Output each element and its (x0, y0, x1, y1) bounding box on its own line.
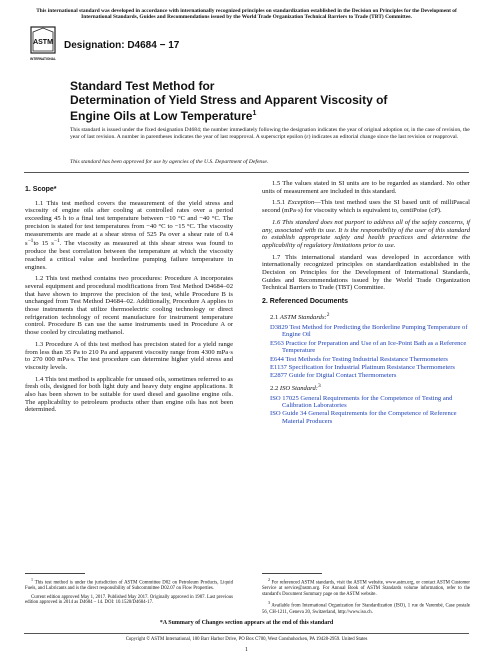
reference-code-link[interactable]: ISO 17025 (270, 394, 299, 402)
title-line-3 (70, 107, 430, 124)
footnote-1a: $^1$ This test method is under the jurisdiction of ASTM Committee D02 on Petroleum Products, Liquid Fuels, and Lubricants and is the direct responsibility of Subcommittee D02.07 on Flow Properties. (25, 577, 233, 592)
title-footnote-mark: 1 (252, 110, 257, 117)
astm-logo (30, 26, 56, 62)
standard-issuance-note: This standard is issued under the fixed designation D4684; the number immediately following the designation indicates the year of original adoption or, in the case of revision, the year of last revision. A number in parentheses indicates the year of last reapproval. A superscript epsilon (ε) indicates an editorial change since the last revision or reapproval. (70, 127, 470, 140)
paragraph-1-5-1: 1.5.1 Exception—This test method uses the SI based unit of milliPascal second (mPa·s) for viscosity which is equivalent to, centiPoise (cP). (262, 199, 470, 215)
paragraph-1-3: 1.3 Procedure A of this test method has precision stated for a yield range from less than 35 Pa to 210 Pa and apparent viscosity range from 4300 mPa·s to 270 000 mPa·s. The test procedure can determine higher yield stress and viscosity levels. (25, 340, 233, 371)
copyright-line: Copyright © ASTM International, 100 Barr Harbor Drive, PO Box C700, West Conshohocken, PA 19428-2959. United States (125, 637, 368, 642)
astm-standards-label: 2.1 ASTM Standards:$^2$ (270, 311, 330, 322)
reference-title-link[interactable]: Test Methods for Testing Industrial Resistance Thermometers (285, 355, 448, 363)
iso-reference-list (262, 395, 470, 426)
paragraph-1-5: 1.5 The values stated in SI units are to be regarded as standard. No other units of measurement are included in this standard. (262, 180, 470, 195)
astm-reference[interactable] (270, 340, 470, 355)
international-standard-notice: This international standard was developed in accordance with internationally recognized principles on standardization established in the Decision on Principles for the Development of International Standards, Guides and Recommendations issued by the World Trade Organization Technical Barriers to Trade (TBT) Committee. (36, 8, 457, 21)
iso-standards-label: 2.2 ISO Standard:$^3$ (270, 382, 321, 392)
paragraph-1-2: 1.2 This test method contains two procedures: Procedure A incorporates several equipment and procedural modifications from Test Method D4684–02 that have shown to improve the precision of the test, while Procedure B is unchanged from Test Method D4684–02. Additionally, Procedure A applies to those instruments that utilize thermoelectric cooling technology or direct refrigeration technology of recent manufacture for instrument temperature control. Procedure B can use the same instruments used in Procedure A or those cooled by circulating methanol. (25, 275, 233, 337)
dod-approval-note: This standard has been approved for use by agencies of the U.S. Department of Defense. (70, 159, 269, 165)
right-column (262, 180, 470, 426)
footnote-3: $^3$ Available from International Organization for Standardization (ISO), 1 rue de Varembé, Case postale 56, CH-1211, Geneva 20, Switzerland, http://www.iso.ch. (262, 600, 470, 615)
logo-lettering: INTERNATIONAL (30, 57, 56, 61)
reference-code-link[interactable]: E2877 (270, 371, 288, 379)
reference-title-link[interactable]: Practice for Preparation and Use of an Ice-Point Bath as a Reference Temperature (282, 339, 467, 355)
reference-title-link[interactable]: General Requirements for the Competence of Reference Material Producers (282, 410, 457, 426)
footnotes-right (262, 577, 470, 618)
reference-title-link[interactable]: Specification for Industrial Platinum Resistance Thermometers (288, 363, 455, 371)
svg-text:ASTM: ASTM (33, 39, 53, 46)
scope-heading: 1. Scope* (25, 186, 57, 193)
iso-reference[interactable] (270, 395, 470, 410)
reference-code-link[interactable]: E644 (270, 355, 284, 363)
paragraph-1-1: 1.1 This test method covers the measurement of the yield stress and viscosity of engine oils after cooling at controlled rates over a period exceeding 45 h to a final test temperature between −10 °C and −40 °C. The precision is stated for test temperatures from −40 °C to −15 °C. The viscosity measurements are made at a shear stress of 525 Pa over a shear rate of 0.4 $s^{-1}to$ 15 $s^{-1}$. The viscosity as measured at this shear stress was found to produce the best correlation between the temperature at which the viscosity reached a critical value and borderline pumping failure temperature in engines. (25, 199, 233, 271)
footnote-divider-right (262, 573, 322, 574)
title-line-1: Standard Test Method for (70, 79, 215, 93)
reference-title-link[interactable]: Guide for Digital Contact Thermometers (288, 371, 397, 379)
document-title (70, 80, 430, 124)
astm-reference[interactable] (270, 364, 470, 372)
reference-title-link[interactable]: General Requirements for the Competence of Testing and Calibration Laboratories (282, 394, 453, 410)
reference-code-link[interactable]: D3829 (270, 323, 288, 331)
reference-code-link[interactable]: E563 (270, 339, 284, 347)
footer-divider (24, 633, 469, 634)
header-divider (24, 172, 469, 173)
astm-reference[interactable] (270, 324, 470, 339)
designation: Designation: D4684 − 17 (64, 40, 180, 51)
paragraph-1-6: 1.6 This standard does not purport to address all of the safety concerns, if any, associated with its use. It is the responsibility of the user of this standard to establish appropriate safety and health practices and determine the applicability of regulatory limitations prior to use. (262, 218, 470, 249)
footnote-1b: Current edition approved May 1, 2017. Published May 2017. Originally approved in 1987. Last previous edition approved in 2014 as D4684 – 14. DOI: 10.1520/D4684-17. (25, 594, 233, 606)
reference-title-link[interactable]: Test Method for Predicting the Borderline Pumping Temperature of Engine Oil (282, 323, 468, 339)
reference-code-link[interactable]: E1137 (270, 363, 287, 371)
page-number: 1 (245, 647, 248, 653)
reference-code-link[interactable]: ISO Guide 34 (270, 410, 307, 418)
summary-of-changes-note: *A Summary of Changes section appears at the end of this standard (159, 620, 334, 626)
references-heading: 2. Referenced Documents (262, 298, 348, 306)
astm-reference[interactable] (270, 356, 470, 364)
title-line-3-text: Engine Oils at Low Temperature (70, 109, 253, 123)
astm-reference[interactable] (270, 372, 470, 380)
paragraph-1-4: 1.4 This test method is applicable for unused oils, sometimes referred to as fresh oils, designed for both light duty and heavy duty engine applications. It also has been shown to be suitable for used diesel and gasoline engine oils. The applicability to petroleum products other than engine oils has not been determined. (25, 375, 233, 414)
footnote-2: $^2$ For referenced ASTM standards, visit the ASTM website, www.astm.org, or contact ASTM Customer Service at service@astm.org. For Annual Book of ASTM Standards volume information, refer to the standard's Document Summary page on the ASTM website. (262, 577, 470, 598)
footnote-divider-left (25, 573, 85, 574)
title-line-2: Determination of Yield Stress and Apparent Viscosity of (70, 92, 388, 107)
paragraph-1-7: 1.7 This international standard was developed in accordance with internationally recognized principles on standardization established in the Decision on Principles for the Development of International Standards, Guides and Recommendations issued by the World Trade Organization Technical Barriers to Trade (TBT) Committee. (262, 253, 470, 292)
iso-reference[interactable] (270, 410, 470, 425)
footnotes-left (25, 577, 233, 609)
left-column (25, 180, 233, 418)
astm-reference-list (262, 324, 470, 380)
